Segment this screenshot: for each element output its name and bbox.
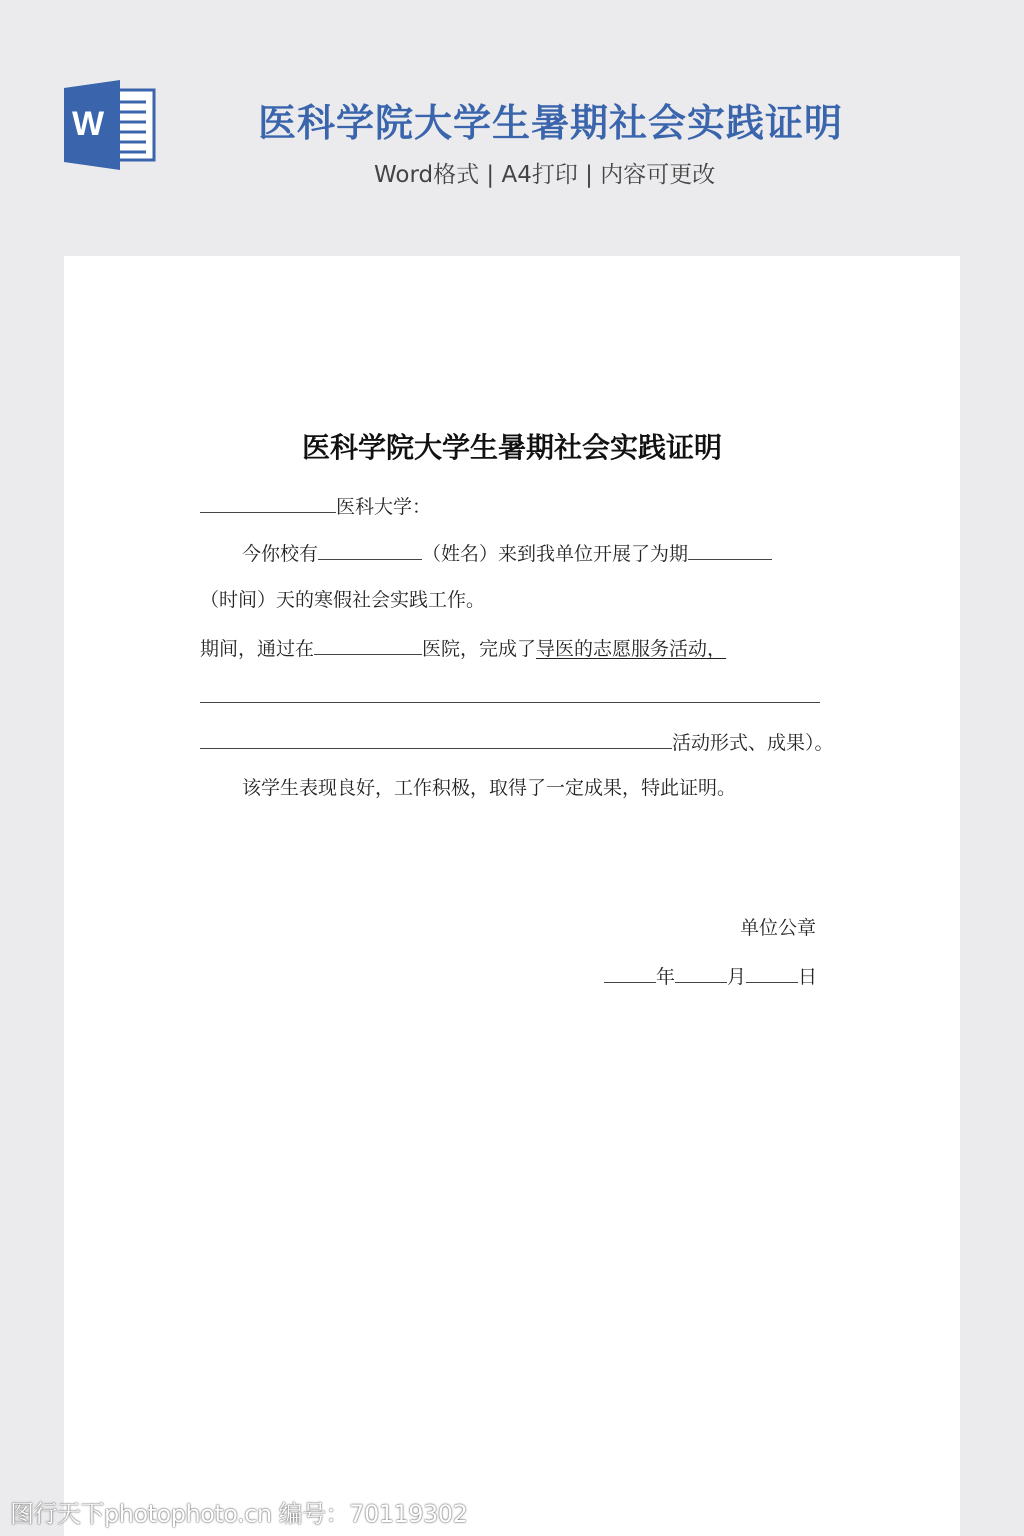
- watermark-text: 图行天下photophoto.cn 编号：70119302: [10, 1500, 468, 1528]
- year-label: 年: [656, 966, 676, 988]
- para2-end: 活动形式、成果）。: [672, 732, 834, 754]
- year-blank[interactable]: [604, 964, 656, 983]
- banner-header: [0, 0, 1024, 250]
- activity-text: 导医的志愿服务活动，: [536, 638, 727, 660]
- day-label: 日: [798, 966, 818, 988]
- paragraph-1-line-2: （时间）天的寒假社会实践工作。: [200, 589, 486, 611]
- month-label: 月: [727, 966, 747, 988]
- paragraph-1-line-1: [242, 541, 772, 566]
- header-subtitle: Word格式 | A4打印 | 内容可更改: [374, 162, 716, 188]
- word-icon-letter: W: [71, 105, 105, 143]
- para1-mid: （姓名）来到我单位开展了为期: [422, 543, 689, 565]
- para2-mid: 医院，完成了: [422, 638, 537, 660]
- blank-rule-line[interactable]: [200, 702, 820, 703]
- date-line: [604, 964, 817, 989]
- unit-seal-label: 单位公章: [740, 917, 817, 939]
- para2-lead: 期间，通过在: [200, 638, 315, 660]
- document-page: [64, 256, 960, 1536]
- day-blank[interactable]: [746, 964, 798, 983]
- para1-lead: 今你校有: [242, 543, 319, 565]
- word-doc-icon: [64, 80, 156, 170]
- document-title: 医科学院大学生暑期社会实践证明: [301, 431, 722, 464]
- duration-blank[interactable]: [688, 541, 772, 560]
- salutation-text: 医科大学：: [336, 496, 432, 518]
- hospital-blank[interactable]: [314, 636, 422, 655]
- name-blank[interactable]: [318, 541, 422, 560]
- paragraph-2-line-3: [200, 730, 834, 755]
- paragraph-2-line-1: [200, 636, 726, 661]
- activity-blank[interactable]: [200, 730, 672, 749]
- blank-field[interactable]: [200, 494, 336, 513]
- salutation-line: [200, 494, 431, 519]
- month-blank[interactable]: [675, 964, 727, 983]
- header-title: 医科学院大学生暑期社会实践证明: [258, 101, 844, 145]
- paragraph-3: 该学生表现良好，工作积极，取得了一定成果，特此证明。: [242, 777, 737, 799]
